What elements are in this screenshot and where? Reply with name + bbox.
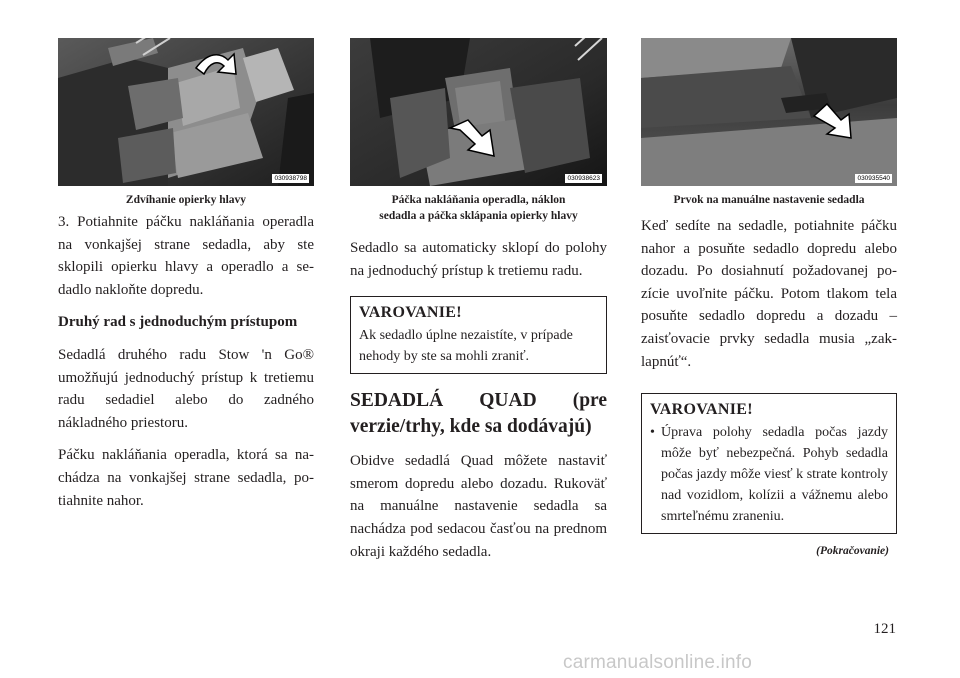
warning-text: Ak sedadlo úplne nezaistíte, v prípade nehody by ste sa mohli zraniť.	[359, 328, 573, 365]
warning-title: VAROVANIE!	[359, 304, 462, 322]
warning-bullet	[650, 422, 888, 527]
page-number: 121	[873, 621, 896, 637]
paragraph: Páčku nakláňania operadla, ktorá sa nachádza na vonkajšej strane sedadla, potiahnite nahor.	[58, 447, 314, 509]
figure-caption-line: sedadla a páčka sklápania opierky hlavy	[379, 210, 578, 222]
warning-box	[350, 296, 607, 374]
paragraph: Obidve sedadlá Quad môžete nastaviť smerom dopredu alebo dozadu. Rukoväť na manuálne nastavenie sedadla sa nachádza pod sedacou časťou na prednom okraji každého sedadla.	[350, 453, 607, 560]
section-heading: SEDADLÁ QUAD (pre verzie/trhy, kde sa dodávajú)	[350, 390, 607, 438]
headrest-photo-image	[58, 38, 314, 186]
paragraph: Sedadlá druhého radu Stow 'n Go® umožňujú jednoduchý prístup k tretiemu radu sedadiel alebo do zadného nákladného priestoru.	[58, 346, 314, 431]
figure-caption: Prvok na manuálne nastavenie sedadla	[673, 194, 865, 206]
figure-caption-line: Páčka nakláňania operadla, náklon	[391, 194, 566, 206]
paragraph: Keď sedíte na sedadle, potiahnite páčku nahor a posuňte sedadlo dopredu alebo dozadu. Po dosiahnutí požadovanej pozície uvoľnite páčku. Potom tlakom tela posuňte sedadlo dopredu a dozadu – zaisťovacie prvky sedadla musia „zaklapnúť“.	[641, 218, 897, 370]
subheading: Druhý rad s jednoduchým prístupom	[58, 314, 298, 331]
paragraph: Sedadlo sa automaticky sklopí do polohy na jednoduchý prístup k tretiemu radu.	[350, 240, 607, 279]
watermark: carmanualsonline.info	[563, 652, 753, 673]
figure-code: 030938623	[567, 175, 600, 182]
figure-headrest-photo	[58, 38, 314, 186]
bullet-dot-icon: •	[650, 425, 655, 441]
figure-caption	[350, 192, 607, 224]
continued-note: (Pokračovanie)	[816, 545, 889, 558]
figure-seat-adjust-photo	[641, 38, 897, 186]
warning-title: VAROVANIE!	[650, 401, 753, 419]
warning-bullet-text: Úprava polohy sedadla počas jazdy môže byť nebezpečná. Pohyb sedadla počas jazdy môže viesť k strate kontroly nad vozidlom, kolízii a vážnemu alebo smrteľnému zraneniu.	[661, 425, 888, 525]
recline-lever-photo-image	[350, 38, 607, 186]
step-paragraph: 3. Potiahnite páčku nakláňania operadla na vonkajšej strane sedadla, aby ste sklopili opierku hlavy a operadlo a sedadlo nakloňte dopredu.	[58, 214, 314, 298]
seat-adjust-photo-image	[641, 38, 897, 186]
figure-code: 030935540	[857, 175, 890, 182]
text-column-1	[58, 211, 314, 522]
figure-code: 030938798	[274, 175, 307, 182]
warning-box	[641, 393, 897, 534]
figure-caption: Zdvíhanie opierky hlavy	[125, 194, 247, 206]
text-column-3	[641, 215, 897, 563]
text-column-2	[350, 237, 607, 573]
figure-recline-lever-photo	[350, 38, 607, 186]
